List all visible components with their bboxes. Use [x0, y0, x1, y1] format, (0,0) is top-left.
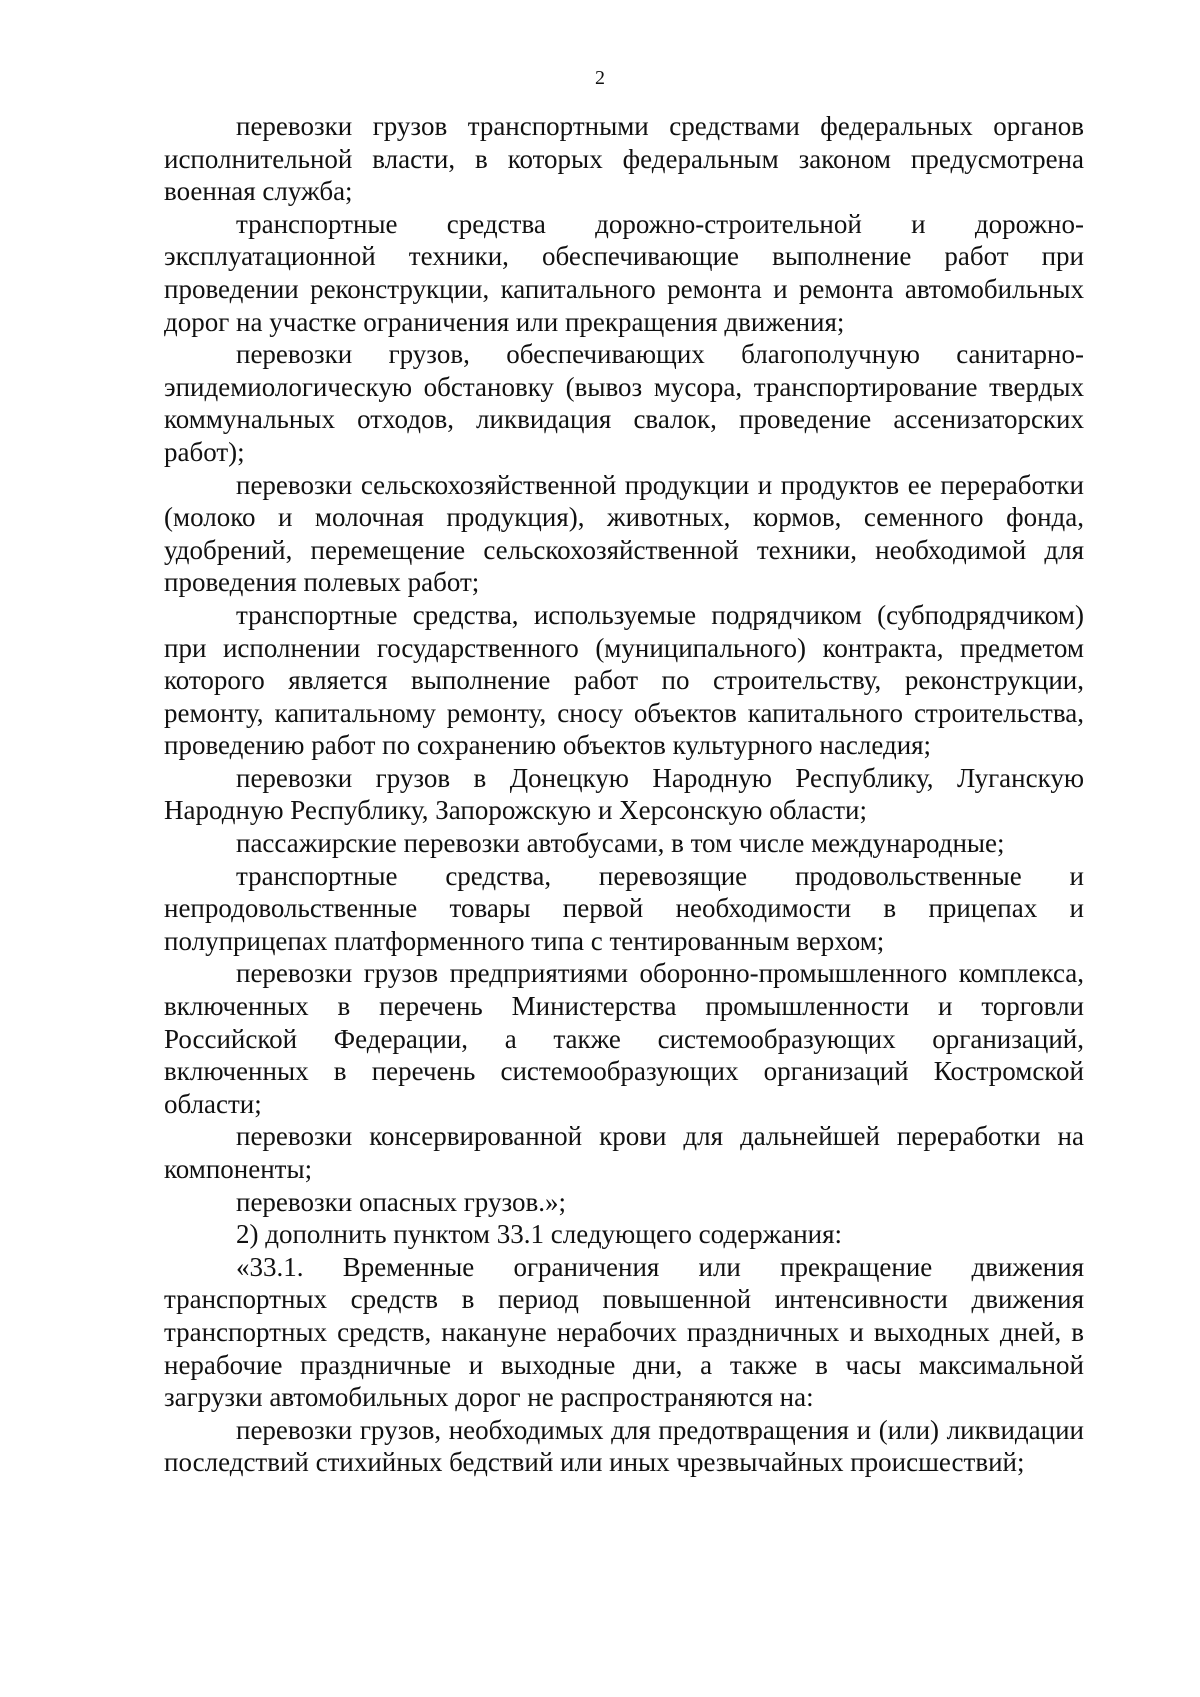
paragraph: перевозки грузов, обеспечивающих благополучную санитарно-эпидемиологическую обстановку (вывоз мусора, транспортирование твердых коммунальных отходов, ликвидация свалок, проведение ассенизаторских работ); — [164, 339, 1084, 467]
page-number: 2 — [595, 67, 605, 89]
paragraph: перевозки грузов в Донецкую Народную Республику, Луганскую Народную Республику, Запорожскую и Херсонскую области; — [164, 762, 1084, 826]
document-body — [164, 110, 1084, 1479]
paragraph: пассажирские перевозки автобусами, в том числе международные; — [236, 828, 1005, 859]
paragraph: транспортные средства, используемые подрядчиком (субподрядчиком) при исполнении государственного (муниципального) контракта, предметом которого является выполнение работ по строительству, реконструкции, ремонту, капитальному ремонту, сносу объектов капитального строительства, проведению работ по сохранению объектов культурного наследия; — [164, 599, 1084, 761]
paragraph: перевозки опасных грузов.»; — [236, 1186, 566, 1217]
paragraph: «33.1. Временные ограничения или прекращение движения транспортных средств в период повышенной интенсивности движения транспортных средств, накануне нерабочих праздничных и выходных дней, в нерабочие праздничные и выходные дни, а также в часы максимальной загрузки автомобильных дорог не распространяются на: — [164, 1251, 1084, 1413]
paragraph: 2) дополнить пунктом 33.1 следующего содержания: — [236, 1219, 843, 1250]
paragraph: перевозки грузов транспортными средствами федеральных органов исполнительной власти, в которых федеральным законом предусмотрена военная служба; — [164, 111, 1084, 207]
paragraph: транспортные средства, перевозящие продовольственные и непродовольственные товары первой необходимости в прицепах и полуприцепах платформенного типа с тентированным верхом; — [164, 860, 1084, 956]
paragraph: перевозки сельскохозяйственной продукции и продуктов ее переработки (молоко и молочная продукция), животных, кормов, семенного фонда, удобрений, перемещение сельскохозяйственной техники, необходимой для проведения полевых работ; — [164, 469, 1084, 598]
paragraph: перевозки грузов, необходимых для предотвращения и (или) ликвидации последствий стихийных бедствий или иных чрезвычайных происшествий; — [164, 1414, 1084, 1478]
paragraph: перевозки консервированной крови для дальнейшей переработки на компоненты; — [164, 1121, 1084, 1184]
paragraph: перевозки грузов предприятиями оборонно-промышленного комплекса, включенных в перечень Министерства промышленности и торговли Российской Федерации, а также системообразующих организаций, включенных в перечень системообразующих организаций Костромской области; — [164, 958, 1084, 1119]
paragraph: транспортные средства дорожно-строительной и дорожно-эксплуатационной техники, обеспечивающие выполнение работ при проведении реконструкции, капитального ремонта и ремонта автомобильных дорог на участке ограничения или прекращения движения; — [164, 208, 1084, 337]
